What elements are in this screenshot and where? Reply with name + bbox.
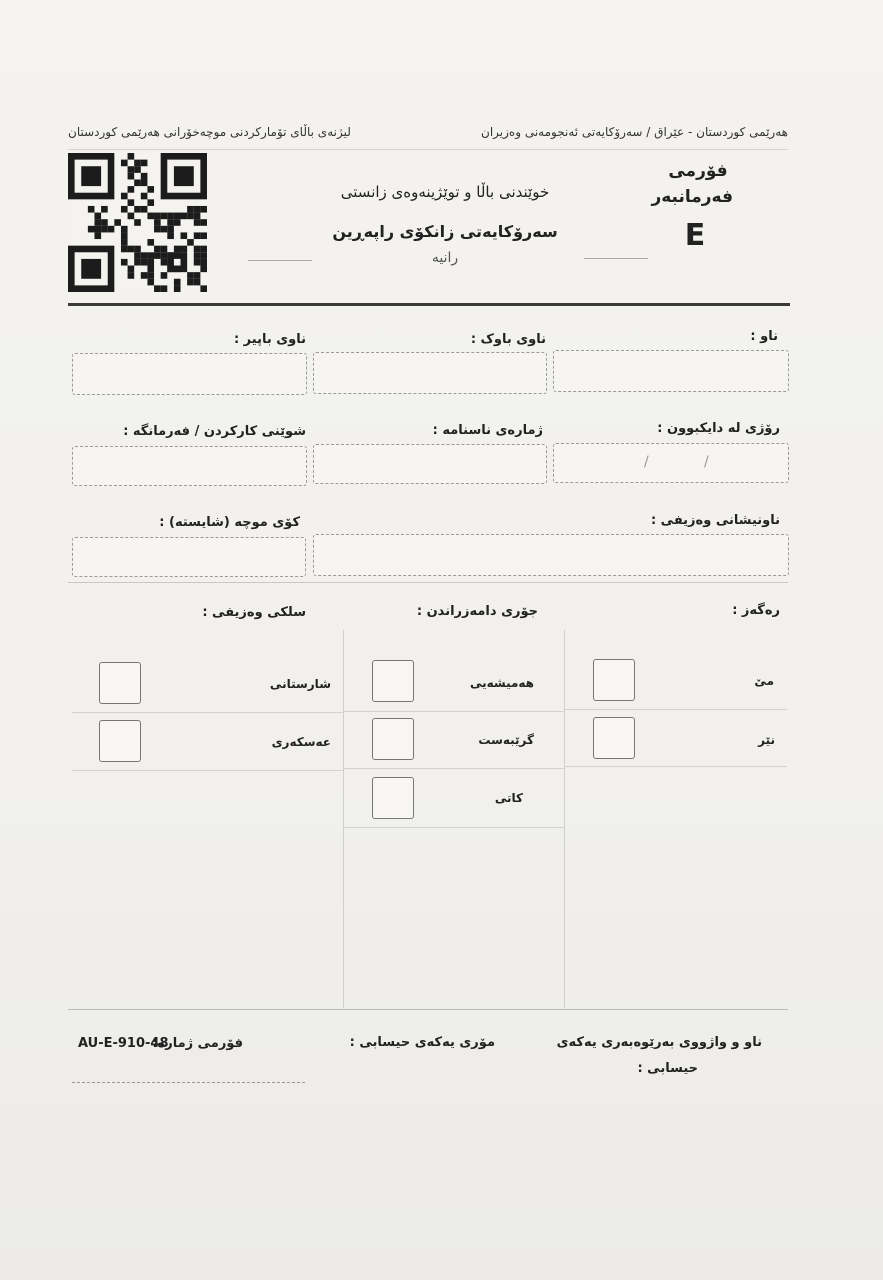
father-name-label: ناوی باوک : xyxy=(470,332,546,347)
job-title-label: ناونیشانی وەزیفی : xyxy=(650,513,780,528)
accounting-stamp-label: مۆری یەکەی حیسابی : xyxy=(349,1035,495,1050)
decor-line-right xyxy=(584,258,648,259)
official-signature-line1: ناو و واژووی بەرێوەبەری یەکەی xyxy=(556,1035,762,1050)
row-divider xyxy=(72,712,343,713)
gender-female-checkbox[interactable] xyxy=(593,659,635,701)
section-divider xyxy=(68,582,788,583)
ministry-name: خوێندنی باڵا و توێژینەوەی زانستی xyxy=(340,183,550,201)
row-divider xyxy=(565,709,787,710)
gender-male-checkbox[interactable] xyxy=(593,717,635,759)
gender-male-label: نێر xyxy=(758,733,775,747)
official-signature-line2: حیسابی : xyxy=(637,1061,698,1076)
father-name-field[interactable] xyxy=(313,352,547,394)
form-type-line1: فۆرمی xyxy=(668,161,728,181)
employment-type-title: جۆری دامەزراندن : xyxy=(416,604,538,619)
footer-divider xyxy=(68,1009,788,1010)
qr-code-icon xyxy=(68,153,207,292)
job-grade-military-label: عەسکەری xyxy=(271,735,331,749)
employment-contract-label: گرێبەست xyxy=(478,733,534,747)
job-grade-military-checkbox[interactable] xyxy=(99,720,141,762)
employment-temporary-checkbox[interactable] xyxy=(372,777,414,819)
row-divider xyxy=(344,768,564,769)
header-committee-text: لیژنەی باڵای تۆمارکردنی موچەخۆرانی هەرێمی کوردستان xyxy=(68,125,351,139)
form-number-value: AU-E-910-48 xyxy=(78,1036,169,1051)
employment-temporary-label: کاتی xyxy=(494,791,523,805)
employment-contract-checkbox[interactable] xyxy=(372,718,414,760)
name-label: ناو : xyxy=(750,329,778,344)
official-signature-label xyxy=(557,1030,762,1082)
grandfather-name-field[interactable] xyxy=(72,353,307,395)
date-separator-2: / xyxy=(704,454,709,470)
header-thick-rule xyxy=(68,303,790,306)
row-divider xyxy=(344,711,564,712)
gender-female-label: مێ xyxy=(754,674,774,688)
employment-permanent-checkbox[interactable] xyxy=(372,660,414,702)
form-type-line2: فەرمانبەر xyxy=(651,187,733,207)
decor-line-left xyxy=(248,260,312,261)
row-divider xyxy=(565,766,787,767)
workplace-label: شوێنی کارکردن / فەرمانگە : xyxy=(123,424,306,439)
gender-title: رەگەز : xyxy=(732,603,780,618)
workplace-field[interactable] xyxy=(72,446,307,486)
grandfather-name-label: ناوی باپیر : xyxy=(233,332,306,347)
date-separator-1: / xyxy=(644,454,649,470)
id-number-field[interactable] xyxy=(313,444,547,484)
form-number-label: فۆرمی ژمارە: xyxy=(152,1036,243,1051)
employment-permanent-label: هەمیشەیی xyxy=(469,676,534,690)
column-divider-left xyxy=(343,630,344,1008)
column-divider-right xyxy=(564,630,565,1008)
salary-total-field[interactable] xyxy=(72,537,306,577)
form-number-signature-line xyxy=(72,1082,305,1083)
name-field[interactable] xyxy=(553,350,789,392)
row-divider xyxy=(344,827,564,828)
form-type-label xyxy=(651,158,733,210)
header-government-text: هەرێمی کوردستان - عێراق / سەرۆکایەتی ئەنجومەنی وەزیران xyxy=(481,125,788,139)
id-number-label: ژمارەی ناسنامە : xyxy=(432,423,543,438)
job-grade-civil-checkbox[interactable] xyxy=(99,662,141,704)
city-name: رانیە xyxy=(431,250,459,266)
birth-date-label: رۆژی لە دایکبوون : xyxy=(657,421,780,436)
salary-total-label: کۆی موچە (شایستە) : xyxy=(159,515,300,530)
job-grade-title: سلکی وەزیفی : xyxy=(202,605,306,620)
header-divider xyxy=(68,149,788,150)
job-title-field[interactable] xyxy=(313,534,789,576)
birth-date-field[interactable] xyxy=(553,443,789,483)
form-type-letter: E xyxy=(684,218,706,253)
university-name: سەرۆکایەتی زانکۆی راپەڕین xyxy=(332,222,558,241)
job-grade-civil-label: شارستانی xyxy=(269,677,331,691)
row-divider xyxy=(72,770,343,771)
